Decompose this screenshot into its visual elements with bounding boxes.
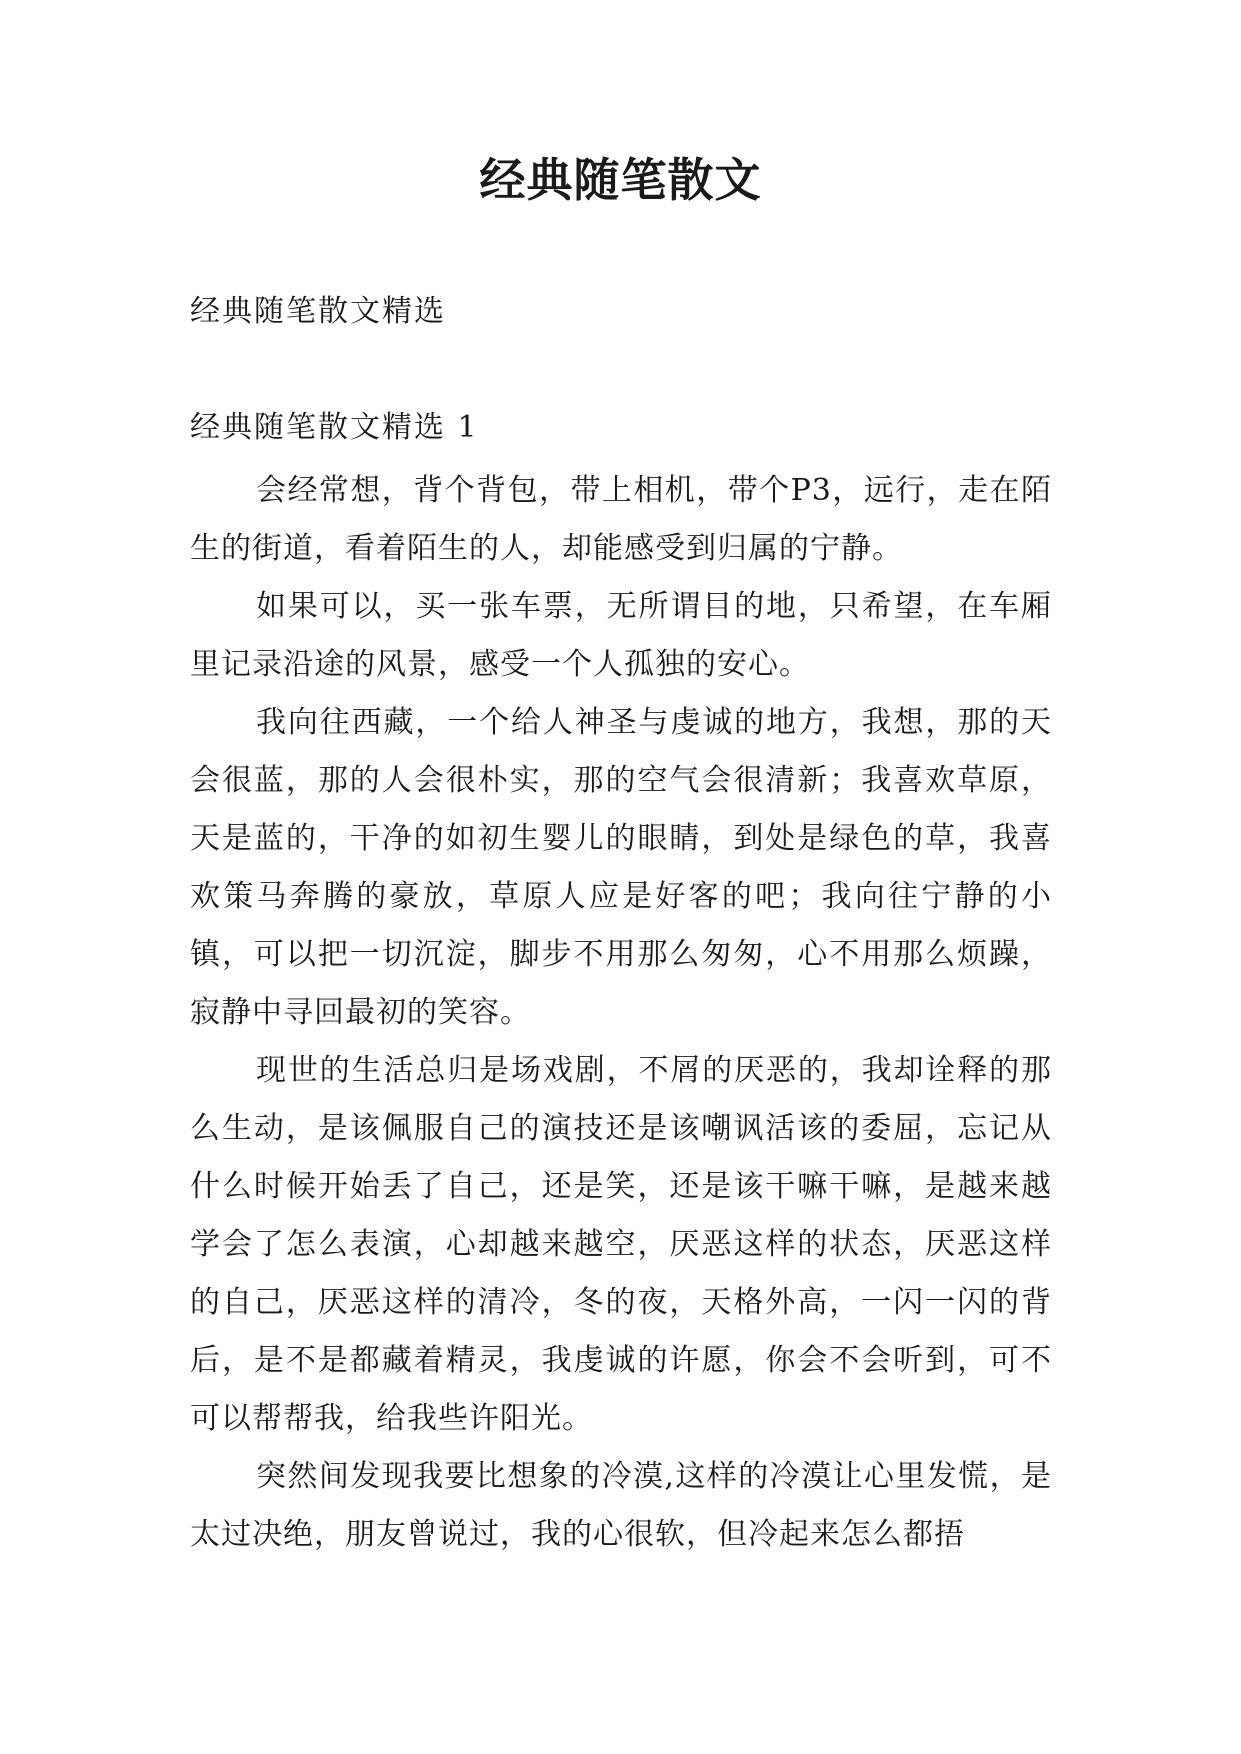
paragraph: 突然间发现我要比想象的冷漠,这样的冷漠让心里发慌，是太过决绝，朋友曾说过，我的心很软，但冷起来怎么都捂	[190, 1459, 1052, 1552]
document-body	[190, 462, 1052, 1564]
paragraph: 现世的生活总归是场戏剧，不屑的厌恶的，我却诠释的那么生动，是该佩服自己的演技还是该嘲讽活该的委屈，忘记从什么时候开始丢了自己，还是笑，还是该干嘛干嘛，是越来越学会了怎么表演，心却越来越空，厌恶这样的状态，厌恶这样的自己，厌恶这样的清冷，冬的夜，天格外高，一闪一闪的背后，是不是都藏着精灵，我虔诚的许愿，你会不会听到，可不可以帮帮我，给我些许阳光。	[190, 1053, 1052, 1436]
document-subtitle: 经典随笔散文精选	[190, 294, 446, 329]
paragraph: 会经常想，背个背包，带上相机，带个P3，远行，走在陌生的街道，看着陌生的人，却能感受到归属的宁静。	[190, 473, 1052, 566]
paragraph: 我向往西藏，一个给人神圣与虔诚的地方，我想，那的天会很蓝，那的人会很朴实，那的空气会很清新；我喜欢草原，天是蓝的，干净的如初生婴儿的眼睛，到处是绿色的草，我喜欢策马奔腾的豪放，草原人应是好客的吧；我向往宁静的小镇，可以把一切沉淀，脚步不用那么匆匆，心不用那么烦躁，寂静中寻回最初的笑容。	[190, 705, 1052, 1030]
section-heading: 经典随笔散文精选 1	[190, 410, 479, 445]
paragraph: 如果可以，买一张车票，无所谓目的地，只希望，在车厢里记录沿途的风景，感受一个人孤独的安心。	[190, 589, 1052, 682]
document-title: 经典随笔散文	[479, 153, 762, 207]
